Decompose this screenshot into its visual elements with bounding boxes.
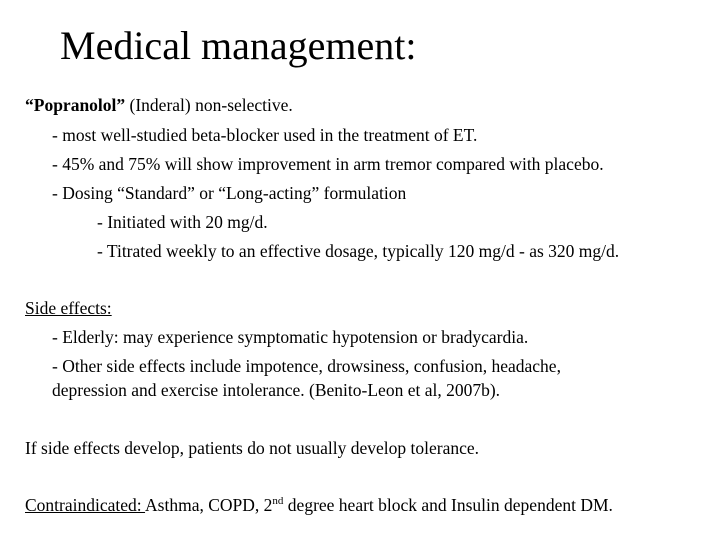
drug-point-3: - Dosing “Standard” or “Long-acting” formulation <box>52 183 407 203</box>
tolerance-note: If side effects develop, patients do not usually develop tolerance. <box>25 438 480 458</box>
contraindicated-text-end: degree heart block and Insulin dependent DM. <box>283 495 613 515</box>
dosing-point-2: - Titrated weekly to an effective dosage, typically 120 mg/d - as 320 mg/d. <box>97 241 620 261</box>
drug-point-1: - most well-studied beta-blocker used in the treatment of ET. <box>52 125 478 145</box>
side-effect-2: - Other side effects include impotence, drowsiness, confusion, headache, <box>52 356 561 376</box>
drug-point-2: - 45% and 75% will show improvement in arm tremor compared with placebo. <box>52 154 604 174</box>
contraindicated-line <box>25 494 613 516</box>
slide-title: Medical management: <box>60 23 417 68</box>
side-effect-3: depression and exercise intolerance. (Benito-Leon et al, 2007b). <box>52 380 501 400</box>
contraindicated-label: Contraindicated: <box>25 495 146 515</box>
side-effect-1: - Elderly: may experience symptomatic hypotension or bradycardia. <box>52 327 529 347</box>
contraindicated-text: Asthma, COPD, 2 <box>145 495 273 515</box>
drug-line <box>25 94 293 116</box>
dosing-point-1: - Initiated with 20 mg/d. <box>97 212 268 232</box>
side-effects-heading: Side effects: <box>25 298 112 318</box>
drug-description: (Inderal) non-selective. <box>125 95 293 115</box>
drug-name: “Popranolol” <box>25 95 126 115</box>
ordinal-suffix: nd <box>272 495 284 508</box>
